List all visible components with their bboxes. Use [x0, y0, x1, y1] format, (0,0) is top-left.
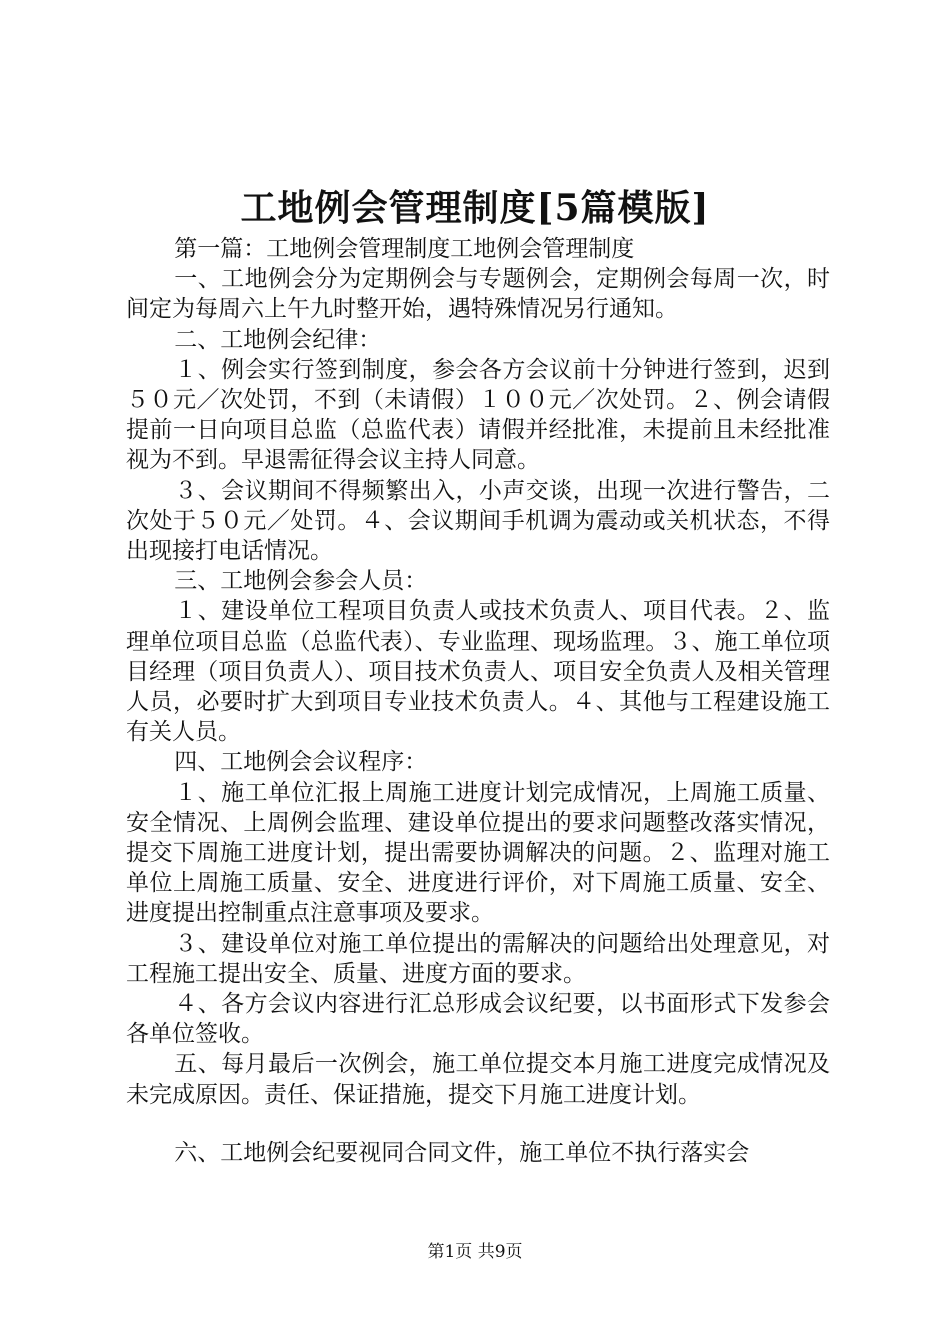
paragraph: １、建设单位工程项目负责人或技术负责人、项目代表。２、监理单位项目总监（总监代表）、专业监理、现场监理。３、施工单位项目经理（项目负责人）、项目技术负责人、项目安全负责人及相关管理人员，必要时扩大到项目专业技术负责人。４、其他与工程建设施工有关人员。 [126, 598, 830, 746]
paragraph: 五、每月最后一次例会，施工单位提交本月施工进度完成情况及未完成原因。责任、保证措施，提交下月施工进度计划。 [126, 1051, 830, 1108]
paragraph: ３、建设单位对施工单位提出的需解决的问题给出处理意见，对工程施工提出安全、质量、进度方面的要求。 [126, 930, 830, 987]
paragraph: 一、工地例会分为定期例会与专题例会，定期例会每周一次，时间定为每周六上午九时整开始，遇特殊情况另行通知。 [126, 266, 830, 323]
paragraph: ４、各方会议内容进行汇总形成会议纪要，以书面形式下发参会各单位签收。 [126, 991, 830, 1048]
paragraph-section-heading: 三、工地例会参会人员： [174, 568, 428, 595]
paragraph-heading-1: 第一篇：工地例会管理制度工地例会管理制度 [174, 236, 635, 262]
paragraph: 六、工地例会纪要视同合同文件，施工单位不执行落实会 [174, 1139, 750, 1166]
page-number-footer: 第1页 共9页 [427, 1242, 523, 1262]
document-title: 工地例会管理制度[5篇模版] [240, 187, 710, 229]
paragraph: １、例会实行签到制度，参会各方会议前十分钟进行签到，迟到５０元／次处罚，不到（未请假）１００元／次处罚。２、例会请假提前一日向项目总监（总监代表）请假并经批准，未提前且未经批准视为不到。早退需征得会议主持人同意。 [126, 356, 830, 474]
paragraph: ３、会议期间不得频繁出入，小声交谈，出现一次进行警告，二次处于５０元／处罚。４、会议期间手机调为震动或关机状态，不得出现接打电话情况。 [126, 477, 830, 565]
document-body [126, 234, 830, 1168]
paragraph: １、施工单位汇报上周施工进度计划完成情况，上周施工质量、安全情况、上周例会监理、建设单位提出的要求问题整改落实情况，提交下周施工进度计划，提出需要协调解决的问题。２、监理对施工单位上周施工质量、安全、进度进行评价，对下周施工质量、安全、进度提出控制重点注意事项及要求。 [126, 779, 830, 927]
paragraph-section-heading: 四、工地例会会议程序： [174, 749, 428, 776]
paragraph-section-heading: 二、工地例会纪律： [174, 326, 382, 353]
